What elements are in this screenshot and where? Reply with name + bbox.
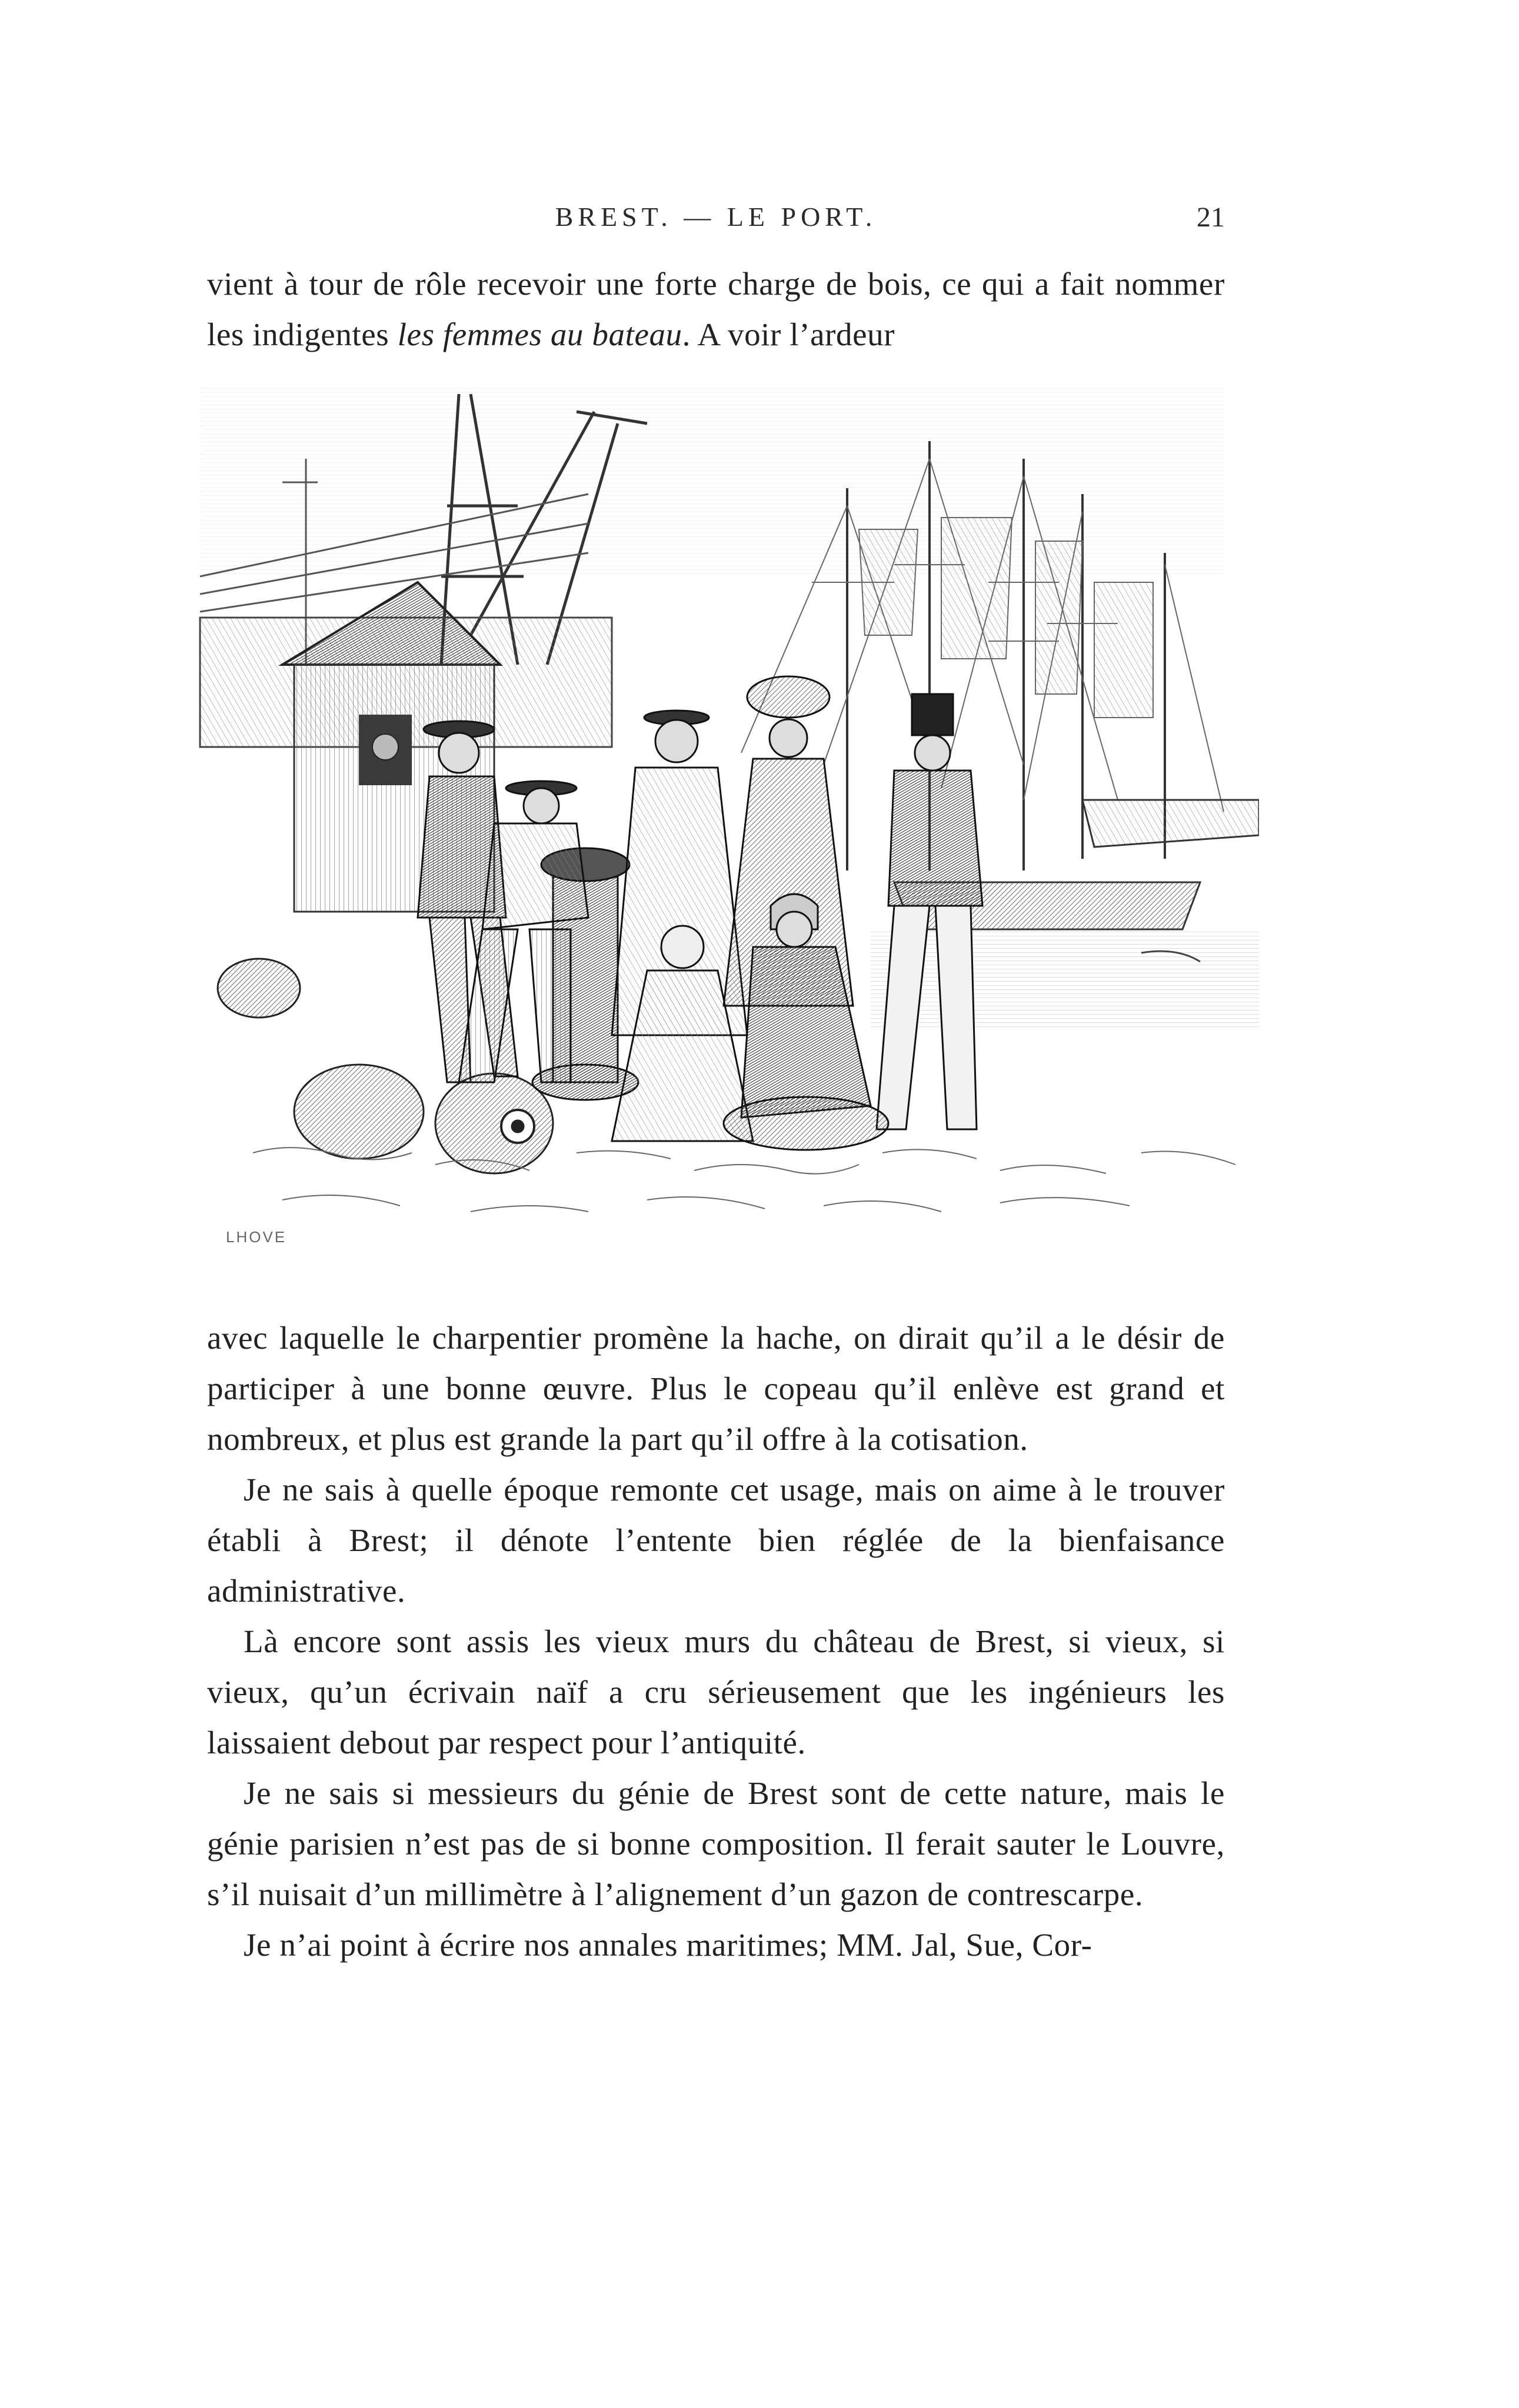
text-run: . A voir l’ardeur	[682, 316, 895, 352]
paragraph: Je ne sais à quelle époque remonte cet usage, mais on aime à le trouver établi à Brest; il dénote l’entente bien réglée de la bienfaisance administrative.	[207, 1472, 1225, 1609]
text-run: vient à tour de rôle recevoir une forte charge de bois, ce qui a fait nommer les indigentes	[207, 266, 1225, 352]
running-title: BREST. — LE PORT.	[555, 202, 877, 232]
paragraph-continuation	[207, 259, 1225, 360]
page-number: 21	[1197, 202, 1225, 233]
italic-phrase: les femmes au bateau	[397, 316, 682, 352]
engraving-illustration	[165, 388, 1259, 1270]
engraver-signature: LHOVE	[226, 1228, 287, 1246]
paragraph: Je ne sais si messieurs du génie de Brest sont de cette nature, mais le génie parisien n’est pas de si bonne composition. Il ferait sauter le Louvre, s’il nuisait d’un millimètre à l’alignement d’un gazon de contrescarpe.	[207, 1775, 1225, 1912]
paragraph: Je n’ai point à écrire nos annales maritimes; MM. Jal, Sue, Cor-	[244, 1927, 1092, 1963]
paragraph: Là encore sont assis les vieux murs du château de Brest, si vieux, si vieux, qu’un écrivain naïf a cru sérieusement que les ingénieurs les laissaient debout par respect pour l’antiquité.	[207, 1623, 1225, 1760]
bottom-text-block	[207, 1313, 1225, 1970]
top-text-block	[207, 259, 1225, 360]
paragraph: avec laquelle le charpentier promène la hache, on dirait qu’il a le désir de participer à une bonne œuvre. Plus le copeau qu’il enlève est grand et nombreux, et plus est grande la part qu’il offre à la cotisation.	[207, 1320, 1225, 1457]
running-head	[207, 201, 1225, 236]
engraving-port-scene-icon	[165, 388, 1259, 1270]
